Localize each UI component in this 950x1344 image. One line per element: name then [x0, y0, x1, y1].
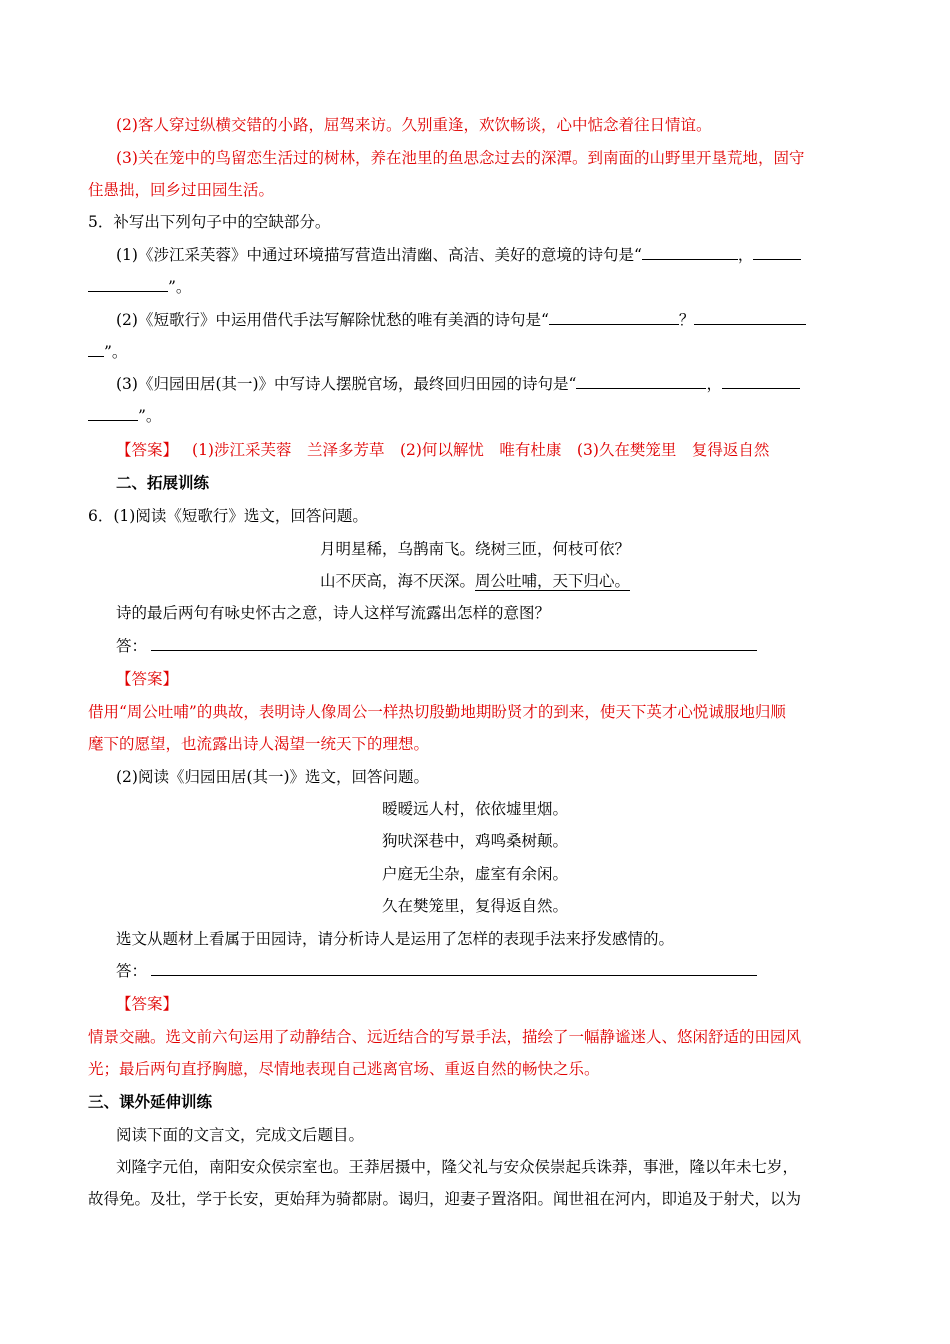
q5-item-2-text: (2)《短歌行》中运用借代手法写解除忧愁的唯有美酒的诗句是“: [116, 311, 549, 329]
fill-blank[interactable]: [753, 245, 801, 260]
q6-1-answer-tag: 【答案】: [116, 670, 179, 688]
q5-item-2-end: ”。: [104, 343, 128, 361]
poem2-line1: 暧暧远人村，依依墟里烟。: [381, 800, 568, 818]
section-3-intro: 阅读下面的文言文，完成文后题目。: [116, 1126, 365, 1144]
question-5-title: 5．补写出下列句子中的空缺部分。: [88, 213, 331, 231]
q5-item-2-line2: [88, 342, 127, 362]
poem2-line2: 狗吠深巷中，鸡鸣桑树颠。: [381, 832, 568, 850]
q5-item-1-line1: (1)《涉江采芙蓉》中通过环境描写营造出清幽、高洁、美好的意境的诗句是“ ，: [116, 245, 801, 265]
q5-item-3-line2: [88, 406, 161, 426]
q5-item-1-end: ”。: [168, 278, 192, 296]
passage-line2: 故得免。及壮，学于长安，更始拜为骑都尉。谒归，迎妻子置洛阳。闻世祖在河内，即追及于射犬，以为: [88, 1190, 802, 1208]
q6-2-answer-tag: 【答案】: [116, 995, 179, 1013]
q6-2-question: 选文从题材上看属于田园诗，请分析诗人是运用了怎样的表现手法来抒发感情的。: [116, 930, 675, 948]
answer-line[interactable]: [151, 636, 757, 651]
q5-item-1-line2: [88, 277, 191, 297]
q5-item-3-line1: (3)《归园田居(其一)》中写诗人摆脱官场，最终回归田园的诗句是“ ，: [116, 374, 800, 394]
fill-blank[interactable]: [694, 310, 806, 325]
q5-answer-text: (1)涉江采芙蓉 兰泽多芳草 (2)何以解忧 唯有杜康 (3)久在樊笼里 复得返自然: [192, 441, 770, 459]
q4-answer-2: (2)客人穿过纵横交错的小路，屈驾来访。久别重逢，欢饮畅谈，心中惦念着往日情谊。: [116, 116, 712, 134]
fill-blank[interactable]: [576, 374, 706, 389]
fill-blank[interactable]: [642, 245, 738, 260]
q5-item-1-text: (1)《涉江采芙蓉》中通过环境描写营造出清幽、高洁、美好的意境的诗句是“: [116, 246, 642, 264]
q4-answer-3-line2: 住愚拙，回乡过田园生活。: [88, 181, 275, 199]
q6-2-answer-line1: 情景交融。选文前六句运用了动静结合、远近结合的写景手法，描绘了一幅静谧迷人、悠闲舒适的田园风: [88, 1028, 802, 1046]
q6-1-question: 诗的最后两句有咏史怀古之意，诗人这样写流露出怎样的意图？: [116, 604, 551, 622]
fill-blank[interactable]: [722, 374, 800, 389]
answer-label: 答：: [116, 962, 148, 980]
section-2-heading: 二、拓展训练: [116, 473, 210, 492]
answer-label: 答：: [116, 637, 148, 655]
poem1-line1: 月明星稀，乌鹊南飞。绕树三匝，何枝可依？: [319, 540, 630, 558]
q6-1-answer-field: [116, 636, 757, 656]
q5-answer: [116, 440, 769, 460]
q4-answer-3-line1: (3)关在笼中的鸟留恋生活过的树林，养在池里的鱼思念过去的深潭。到南面的山野里开垦荒地，固守: [116, 149, 805, 167]
passage-line1: 刘隆字元伯，南阳安众侯宗室也。王莽居摄中，隆父礼与安众侯崇起兵诛莽，事泄，隆以年未七岁，: [116, 1158, 799, 1176]
q6-2-title: (2)阅读《归园田居(其一)》选文，回答问题。: [116, 768, 430, 786]
fill-blank[interactable]: [549, 310, 679, 325]
q6-1-answer-line2: 麾下的愿望，也流露出诗人渴望一统天下的理想。: [88, 735, 430, 753]
answer-line[interactable]: [151, 961, 757, 976]
q6-2-answer-line2: 光；最后两句直抒胸臆，尽情地表现自己逃离官场、重返自然的畅快之乐。: [88, 1060, 600, 1078]
q6-2-answer-field: [116, 961, 757, 981]
fill-blank[interactable]: [88, 277, 168, 292]
poem1-line2: [0, 571, 950, 591]
fill-blank[interactable]: [88, 406, 138, 421]
q6-1-answer-line1: 借用“周公吐哺”的典故，表明诗人像周公一样热切殷勤地期盼贤才的到来，使天下英才心悦诚服地归顺: [88, 703, 786, 721]
poem2-line4: 久在樊笼里，复得返自然。: [381, 897, 568, 915]
q5-item-3-text: (3)《归园田居(其一)》中写诗人摆脱官场，最终回归田园的诗句是“: [116, 375, 577, 393]
answer-tag: 【答案】: [116, 441, 179, 459]
poem2-line3: 户庭无尘杂，虚室有余闲。: [381, 865, 568, 883]
q6-1-title: 6．(1)阅读《短歌行》选文，回答问题。: [88, 507, 368, 525]
poem1-line2-underlined: 周公吐哺，天下归心。: [475, 572, 631, 590]
poem1-line2-a: 山不厌高，海不厌深。: [319, 572, 475, 590]
section-3-heading: 三、课外延伸训练: [88, 1092, 213, 1111]
q5-item-3-end: ”。: [138, 407, 162, 425]
fill-blank[interactable]: [88, 342, 104, 357]
q5-item-2-line1: (2)《短歌行》中运用借代手法写解除忧愁的唯有美酒的诗句是“ ？: [116, 310, 806, 330]
